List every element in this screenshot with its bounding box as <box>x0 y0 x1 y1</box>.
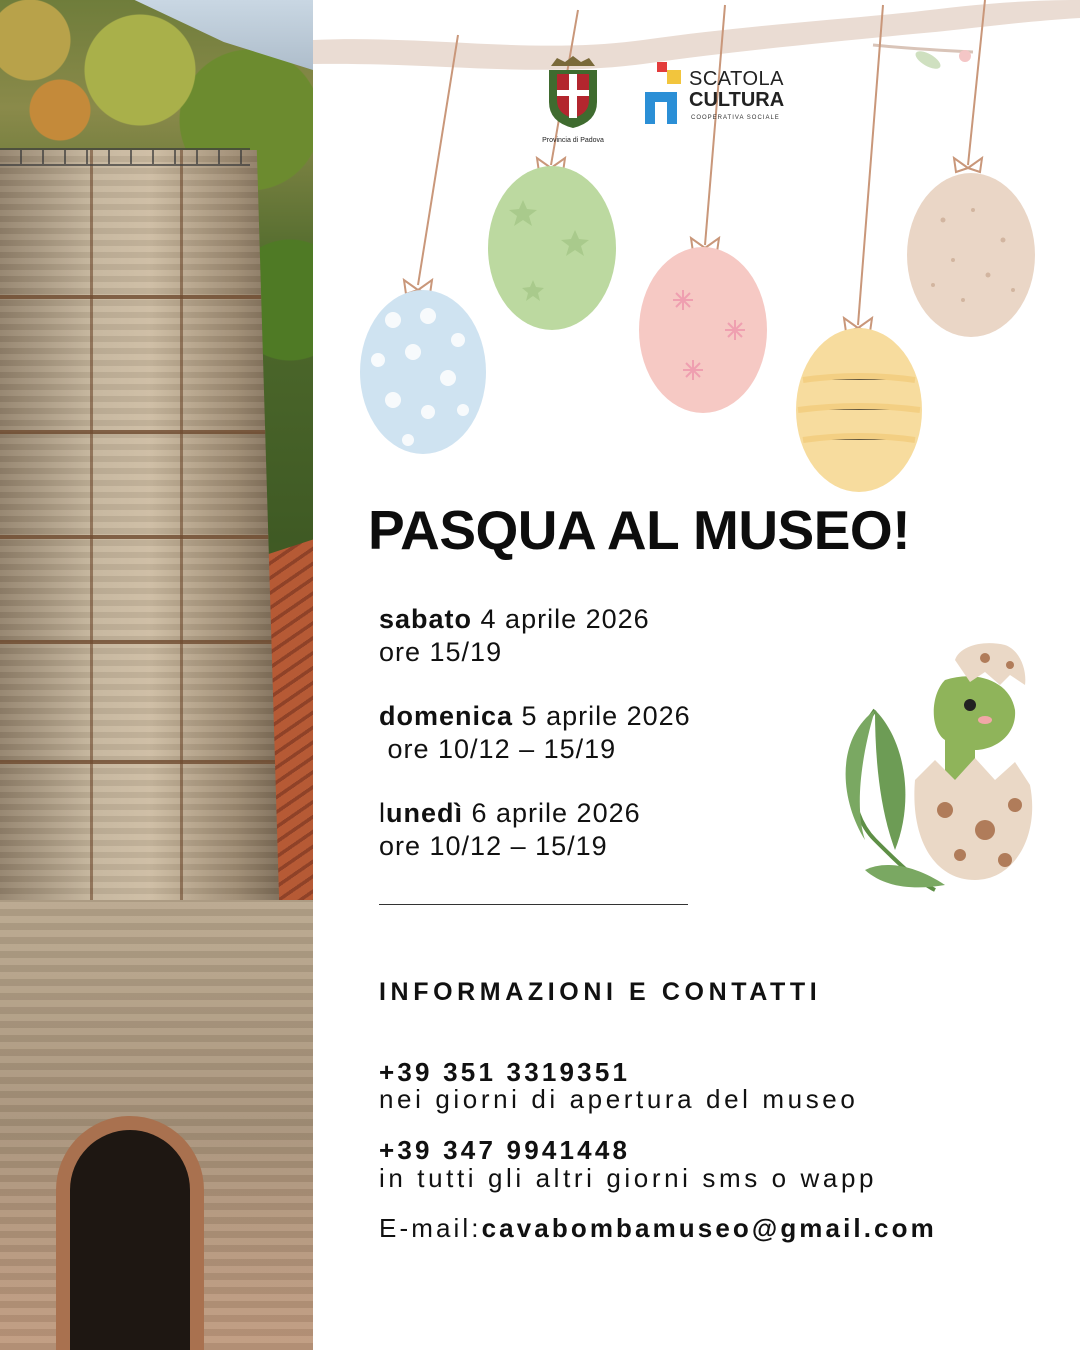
day-hours: ore 15/19 <box>379 637 503 667</box>
coat-of-arms-icon <box>543 52 603 130</box>
email-address[interactable]: cavabombamuseo@gmail.com <box>481 1213 937 1243</box>
stone-tower <box>0 150 280 930</box>
schedule-day-1 <box>379 603 650 669</box>
egg-blue-icon <box>360 290 486 454</box>
baby-dinosaur-egg-icon <box>835 640 1045 900</box>
cultura-text: CULTURA <box>689 89 785 111</box>
day-hours: ore 10/12 – 15/19 <box>379 831 608 861</box>
day-name: unedì <box>386 798 463 828</box>
scatola-text: SCATOLA <box>689 68 785 90</box>
day-date: 5 aprile 2026 <box>513 701 691 731</box>
egg-green-icon <box>488 166 616 330</box>
section-divider <box>379 904 688 905</box>
kiln-tower-photo <box>0 0 313 1350</box>
day-prefix: l <box>379 798 386 828</box>
schedule-day-2 <box>379 700 691 766</box>
schedule-day-3 <box>379 797 641 863</box>
egg-yellow-icon <box>796 328 922 492</box>
blossom-icon <box>959 50 971 62</box>
provincia-padova-logo <box>536 52 610 144</box>
phone-2[interactable]: +39 347 9941448 <box>379 1135 631 1165</box>
phone-1-note: nei giorni di apertura del museo <box>379 1084 859 1114</box>
email-line <box>379 1213 937 1244</box>
scatola-box-icon <box>645 62 687 124</box>
day-name: domenica <box>379 701 514 731</box>
cooperativa-text: COOPERATIVA SOCIALE <box>691 115 780 121</box>
arched-doorway <box>70 1130 190 1350</box>
day-date: 6 aprile 2026 <box>463 798 641 828</box>
egg-beige-icon <box>907 173 1035 337</box>
tower-railing <box>0 148 250 166</box>
contacts-heading: INFORMAZIONI E CONTATTI <box>379 978 822 1006</box>
egg-pink-icon <box>639 247 767 413</box>
phone-2-note: in tutti gli altri giorni sms o wapp <box>379 1163 878 1193</box>
day-date: 4 aprile 2026 <box>472 604 650 634</box>
day-name: sabato <box>379 604 473 634</box>
email-label: E-mail: <box>379 1213 482 1243</box>
day-hours: ore 10/12 – 15/19 <box>379 734 617 764</box>
page-title: PASQUA AL MUSEO! <box>368 499 911 561</box>
phone-1[interactable]: +39 351 3319351 <box>379 1057 631 1087</box>
scatola-cultura-logo <box>645 62 785 124</box>
province-caption: Provincia di Padova <box>542 137 604 144</box>
